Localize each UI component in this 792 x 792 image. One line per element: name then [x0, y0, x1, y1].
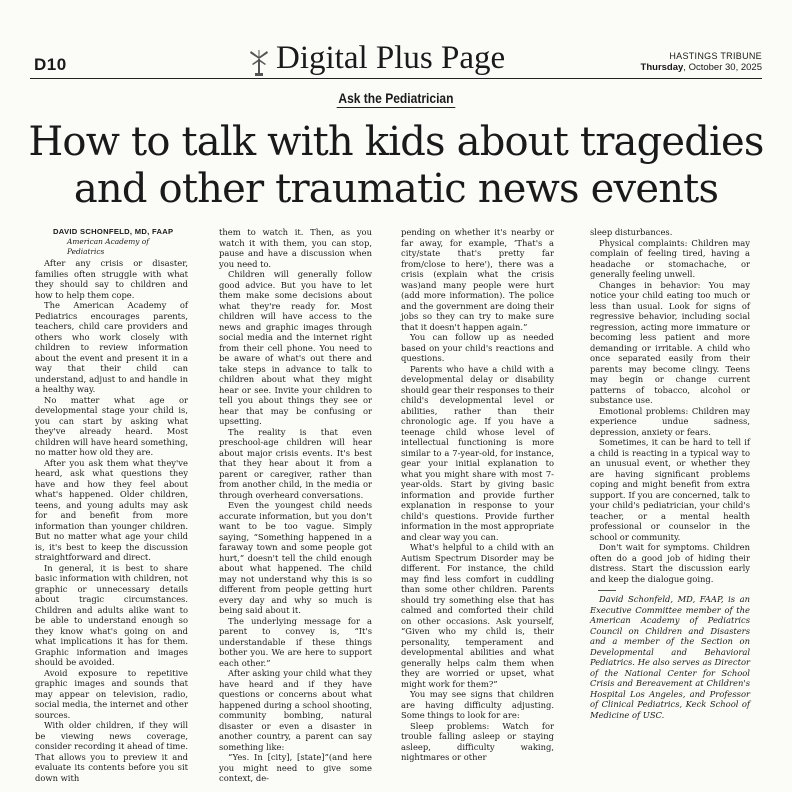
masthead-title: Digital Plus Page — [276, 40, 506, 76]
author-bio: David Schonfeld, MD, FAAP, is an Executive Committee member of the American Academy of Pediatrics Council on Children and Disasters and a member of the Section on Developmental and Behavioral Pediatrics. He also serves as Director of the National Center for School Crisis and Bereavement at Children's Hospital Los Angeles, and Professor of Clinical Pediatrics, Keck School of Medicine of USC. — [590, 594, 750, 720]
paper-name: HASTINGS TRIBUNE — [669, 51, 762, 61]
paragraph: Avoid exposure to repetitive graphic images and sounds that may appear on television, radio, social media, the internet and other sources. — [35, 667, 188, 720]
paragraph: pending on whether it's nearby or far away, for example, ‘That's a city/state that's pretty far from/close to here'), there was a crisis (explain what the crisis was)and many people were hurt (add more information). The police and the government are doing their jobs so they can try to make sure that it doesn't happen again.” — [401, 227, 554, 332]
paragraph: Physical complaints: Children may complain of feeling tired, having a headache or stomachache, or generally feeling unwell. — [590, 237, 750, 279]
windmill-logo-icon — [248, 50, 270, 76]
date-rest: , October 30, 2025 — [683, 62, 762, 73]
paragraph: After asking your child what they have heard and if they have questions or concerns about what happened during a school shooting, community bombing, natural disaster or even a disaster in another country, a parent can say something like: — [219, 668, 372, 752]
article-column-3 — [401, 227, 554, 763]
byline: DAVID SCHONFELD, MD, FAAP — [53, 227, 174, 236]
header-divider — [30, 78, 762, 79]
paragraph: You may see signs that children are having difficulty adjusting. Some things to look for are: — [401, 689, 554, 720]
paragraph: Emotional problems: Children may experience undue sadness, depression, anxiety or fears. — [590, 405, 750, 437]
article-body — [35, 227, 765, 782]
headline — [20, 119, 772, 213]
kicker-label: Ask the Pediatrician — [338, 90, 454, 106]
paragraph: them to watch it. Then, as you watch it with them, you can stop, pause and have a discussion when you need to. — [219, 227, 372, 269]
masthead — [248, 40, 505, 76]
paragraph: sleep disturbances. — [590, 227, 673, 237]
paper-info — [641, 50, 762, 74]
article-column-4 — [590, 227, 750, 720]
paragraph: The American Academy of Pediatrics encourages parents, teachers, child care providers and others who work closely with children to review information about the event and present it in a way that their child can understand, adjust to and handle in a healthy way. — [35, 300, 188, 394]
paragraph: The reality is that even preschool-age children will hear about major crisis events. It's best that they hear about it from a parent or caregiver, rather than from another child, in the media or through overheard conversations. — [219, 426, 372, 500]
paragraph: “Yes. In [city], [state]”(and here you might need to give some context, de- — [219, 752, 372, 783]
paragraph: No matter what age or developmental stage your child is, you can start by asking what they've already heard. Most children will have heard something, no matter how old they are. — [35, 394, 188, 457]
paragraph: With older children, if they will be viewing news coverage, consider recording it ahead of time. That allows you to preview it and evaluate its contents before you sit down with — [35, 720, 188, 783]
paragraph: After any crisis or disaster, families often struggle with what they should say to children and how to help them cope. — [35, 258, 188, 300]
paragraph: After you ask them what they've heard, ask what questions they have and how they feel about what's happened. Older children, teens, and young adults may ask for and benefit from more information than younger children. But no matter what age your child is, it's best to keep the discussion straightforward and direct. — [35, 457, 188, 562]
bio-divider — [598, 590, 616, 591]
paragraph: Changes in behavior: You may notice your child eating too much or less than usual. Look for signs of regressive behavior, including social regression, acting more immature or becoming less patient and more demanding or irritable. A child who once separated easily from their parents may become clingy. Teens may begin or change current patterns of tobacco, alcohol or substance use. — [590, 279, 750, 405]
paragraph: Sleep problems: Watch for trouble falling asleep or staying asleep, difficulty waking, nightmares or other — [401, 720, 554, 762]
paragraph: Sometimes, it can be hard to tell if a child is reacting in a typical way to an unusual event, or whether they are having significant problems coping and might benefit from extra support. If you are concerned, talk to your child's pediatrician, your child's teacher, or a mental health professional or counselor in the school or community. — [590, 437, 750, 542]
article-column-1 — [35, 227, 188, 783]
paragraph: You can follow up as needed based on your child's reactions and questions. — [401, 332, 554, 363]
date-day: Thursday — [640, 62, 684, 73]
paragraph: What's helpful to a child with an Autism Spectrum Disorder may be different. For instance, the child may find less comfort in cuddling than some other children. Parents should try something else that has calmed and comforted their child on other occasions. Ask yourself, “Given who my child is, their personality, temperament and developmental abilities and what generally helps calm them when they are worried or upset, what might work for them?” — [401, 542, 554, 689]
headline-line-2: and other traumatic news events — [73, 166, 719, 212]
page-number: D10 — [34, 55, 67, 74]
headline-line-1: How to talk with kids about tragedies — [28, 119, 764, 165]
paragraph: The underlying message for a parent to convey is, “It's understandable if these things bother you. We are here to support each other.” — [219, 615, 372, 668]
paragraph: In general, it is best to share basic information with children, not graphic or unnecessary details about tragic circumstances. Children and adults alike want to be able to understand enough so they know what's going on and what implications it has for them. Graphic information and images should be avoided. — [35, 562, 188, 667]
section-kicker — [0, 90, 792, 108]
paragraph: Children will generally follow good advice. But you have to let them make some decisions about what they're ready for. Most children will have access to the news and graphic images through social media and the internet right from their cell phone. You need to be aware of what's out there and take steps in advance to talk to children about what they might hear or see. Invite your children to tell you about things they see or hear that may be confusing or upsetting. — [219, 269, 372, 426]
paragraph: Parents who have a child with a developmental delay or disability should gear their responses to their child's developmental level or abilities, rather than their chronologic age. If you have a teenage child whose level of intellectual functioning is more similar to a 7-year-old, for instance, gear your initial explanation to what you might share with most 7-year-olds. Start by giving basic information and provide further explanation in response to your child's questions. Provide further information in the most appropriate and clear way you can. — [401, 363, 554, 542]
publication-date — [641, 62, 762, 74]
paragraph: Even the youngest child needs accurate information, but you don't want to be too vague. Simply saying, “Something happened in a faraway town and some people got hurt,” doesn't tell the child enough about what happened. The child may not understand why this is so different from people getting hurt every day and why so much is being said about it. — [219, 500, 372, 615]
paragraph: Don't wait for symptoms. Children often do a good job of hiding their distress. Start the discussion early and keep the dialogue going. — [590, 542, 750, 584]
article-column-2 — [219, 227, 372, 784]
author-affiliation: American Academy of Pediatrics — [67, 237, 149, 256]
